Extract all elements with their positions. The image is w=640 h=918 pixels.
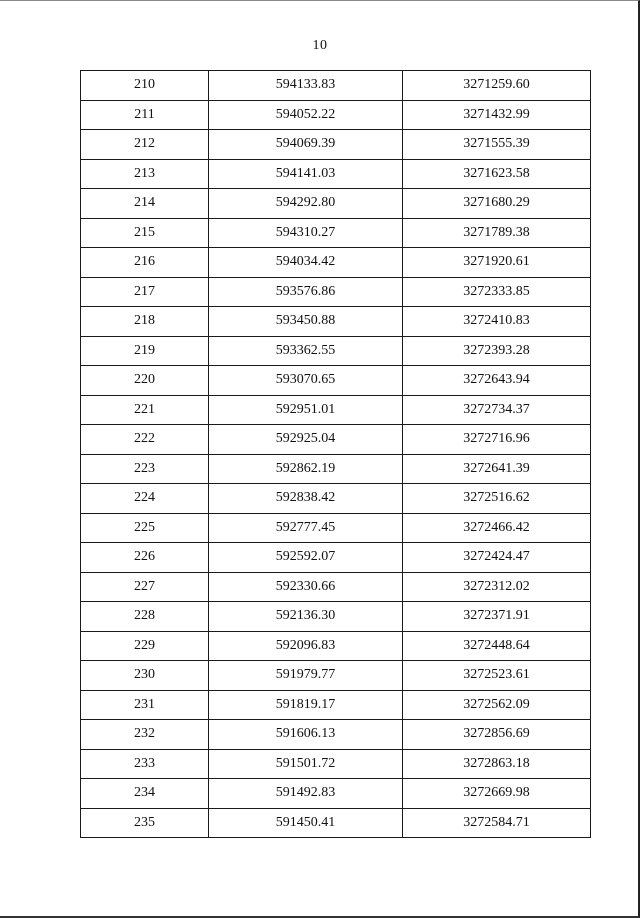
point-number-cell: 230	[81, 661, 209, 691]
x-coordinate-cell: 593070.65	[209, 366, 403, 396]
point-number-cell: 211	[81, 100, 209, 130]
point-number-cell: 232	[81, 720, 209, 750]
x-coordinate-cell: 592951.01	[209, 395, 403, 425]
table-row	[81, 189, 591, 219]
x-coordinate-cell: 594292.80	[209, 189, 403, 219]
x-coordinate-cell: 591501.72	[209, 749, 403, 779]
point-number-cell: 212	[81, 130, 209, 160]
y-coordinate-cell: 3272333.85	[403, 277, 591, 307]
point-number-cell: 222	[81, 425, 209, 455]
point-number-cell: 217	[81, 277, 209, 307]
y-coordinate-cell: 3272716.96	[403, 425, 591, 455]
point-number-cell: 234	[81, 779, 209, 809]
page-number: 10	[312, 38, 328, 53]
x-coordinate-cell: 591450.41	[209, 808, 403, 838]
point-number-cell: 235	[81, 808, 209, 838]
point-number-cell: 228	[81, 602, 209, 632]
x-coordinate-cell: 591819.17	[209, 690, 403, 720]
y-coordinate-cell: 3272312.02	[403, 572, 591, 602]
point-number-cell: 229	[81, 631, 209, 661]
table-row	[81, 71, 591, 101]
y-coordinate-cell: 3272410.83	[403, 307, 591, 337]
coordinate-table-body	[81, 71, 591, 838]
coordinate-table	[80, 70, 591, 838]
table-row	[81, 543, 591, 573]
table-row	[81, 720, 591, 750]
point-number-cell: 233	[81, 749, 209, 779]
x-coordinate-cell: 592136.30	[209, 602, 403, 632]
y-coordinate-cell: 3271623.58	[403, 159, 591, 189]
table-row	[81, 808, 591, 838]
y-coordinate-cell: 3272448.64	[403, 631, 591, 661]
y-coordinate-cell: 3271432.99	[403, 100, 591, 130]
x-coordinate-cell: 591979.77	[209, 661, 403, 691]
y-coordinate-cell: 3272371.91	[403, 602, 591, 632]
y-coordinate-cell: 3272641.39	[403, 454, 591, 484]
y-coordinate-cell: 3272863.18	[403, 749, 591, 779]
y-coordinate-cell: 3272734.37	[403, 395, 591, 425]
point-number-cell: 220	[81, 366, 209, 396]
point-number-cell: 213	[81, 159, 209, 189]
y-coordinate-cell: 3271789.38	[403, 218, 591, 248]
y-coordinate-cell: 3272669.98	[403, 779, 591, 809]
table-row	[81, 395, 591, 425]
x-coordinate-cell: 592330.66	[209, 572, 403, 602]
point-number-cell: 219	[81, 336, 209, 366]
table-row	[81, 307, 591, 337]
y-coordinate-cell: 3271555.39	[403, 130, 591, 160]
point-number-cell: 218	[81, 307, 209, 337]
table-row	[81, 661, 591, 691]
y-coordinate-cell: 3272523.61	[403, 661, 591, 691]
x-coordinate-cell: 594141.03	[209, 159, 403, 189]
x-coordinate-cell: 593576.86	[209, 277, 403, 307]
x-coordinate-cell: 594034.42	[209, 248, 403, 278]
x-coordinate-cell: 593362.55	[209, 336, 403, 366]
point-number-cell: 224	[81, 484, 209, 514]
x-coordinate-cell: 592838.42	[209, 484, 403, 514]
x-coordinate-cell: 594052.22	[209, 100, 403, 130]
x-coordinate-cell: 592592.07	[209, 543, 403, 573]
table-row	[81, 218, 591, 248]
point-number-cell: 225	[81, 513, 209, 543]
table-row	[81, 248, 591, 278]
table-row	[81, 100, 591, 130]
y-coordinate-cell: 3272562.09	[403, 690, 591, 720]
x-coordinate-cell: 592096.83	[209, 631, 403, 661]
x-coordinate-cell: 593450.88	[209, 307, 403, 337]
table-row	[81, 513, 591, 543]
y-coordinate-cell: 3272584.71	[403, 808, 591, 838]
y-coordinate-cell: 3272516.62	[403, 484, 591, 514]
point-number-cell: 226	[81, 543, 209, 573]
table-row	[81, 366, 591, 396]
y-coordinate-cell: 3272393.28	[403, 336, 591, 366]
table-row	[81, 159, 591, 189]
point-number-cell: 216	[81, 248, 209, 278]
x-coordinate-cell: 591492.83	[209, 779, 403, 809]
point-number-cell: 223	[81, 454, 209, 484]
point-number-cell: 221	[81, 395, 209, 425]
x-coordinate-cell: 592925.04	[209, 425, 403, 455]
x-coordinate-cell: 594310.27	[209, 218, 403, 248]
point-number-cell: 215	[81, 218, 209, 248]
table-row	[81, 130, 591, 160]
table-row	[81, 749, 591, 779]
table-row	[81, 690, 591, 720]
x-coordinate-cell: 594133.83	[209, 71, 403, 101]
table-row	[81, 454, 591, 484]
table-row	[81, 277, 591, 307]
y-coordinate-cell: 3272424.47	[403, 543, 591, 573]
y-coordinate-cell: 3272856.69	[403, 720, 591, 750]
x-coordinate-cell: 594069.39	[209, 130, 403, 160]
table-row	[81, 631, 591, 661]
table-row	[81, 336, 591, 366]
table-row	[81, 779, 591, 809]
x-coordinate-cell: 592862.19	[209, 454, 403, 484]
y-coordinate-cell: 3271259.60	[403, 71, 591, 101]
point-number-cell: 231	[81, 690, 209, 720]
x-coordinate-cell: 591606.13	[209, 720, 403, 750]
y-coordinate-cell: 3272643.94	[403, 366, 591, 396]
y-coordinate-cell: 3271920.61	[403, 248, 591, 278]
x-coordinate-cell: 592777.45	[209, 513, 403, 543]
y-coordinate-cell: 3271680.29	[403, 189, 591, 219]
table-row	[81, 572, 591, 602]
table-row	[81, 484, 591, 514]
y-coordinate-cell: 3272466.42	[403, 513, 591, 543]
point-number-cell: 210	[81, 71, 209, 101]
point-number-cell: 214	[81, 189, 209, 219]
table-row	[81, 602, 591, 632]
table-row	[81, 425, 591, 455]
point-number-cell: 227	[81, 572, 209, 602]
